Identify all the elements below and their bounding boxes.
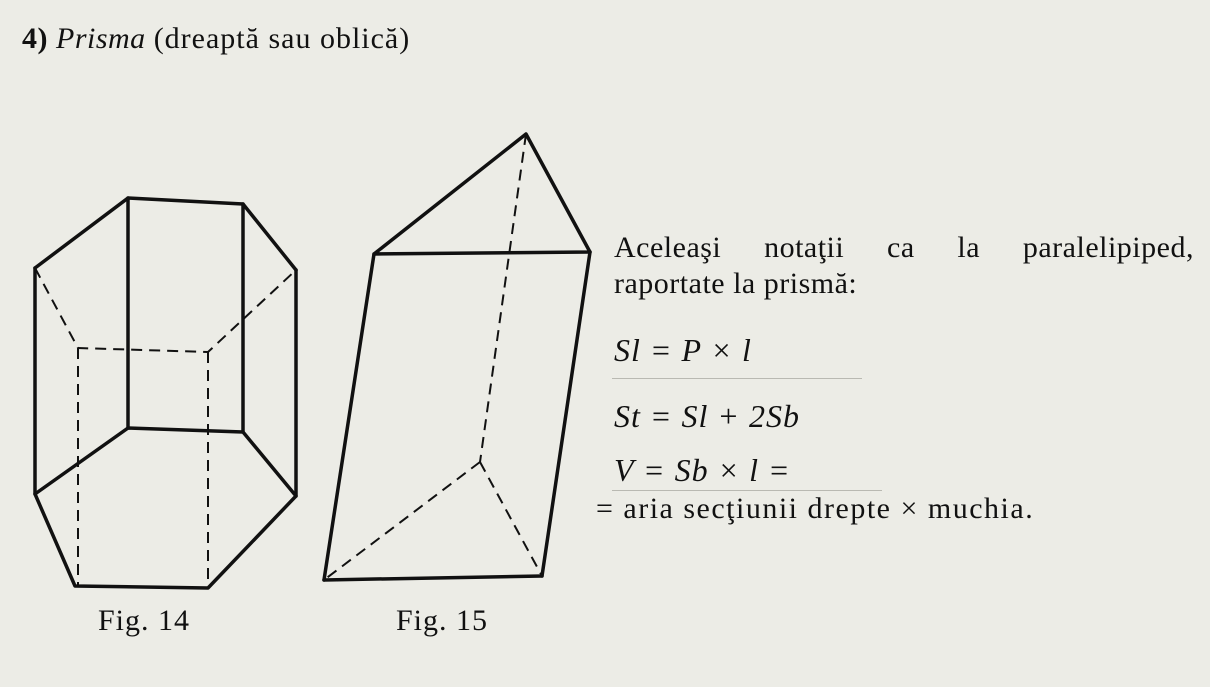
tri-edge-right — [542, 252, 590, 576]
explanation-text — [614, 230, 1194, 302]
section-number: 4) — [22, 22, 48, 55]
intro-line-1 — [614, 230, 1194, 266]
figure-15-caption: Fig. 15 — [396, 604, 489, 637]
formula-total-area: St = Sl + 2Sb — [614, 398, 800, 434]
hexagonal-prism-figure — [35, 198, 296, 588]
intro-word: ca — [887, 231, 915, 264]
intro-word: paralelipiped, — [1022, 231, 1194, 264]
separator-rule — [612, 378, 862, 379]
intro-line-2: raportate la prismă: — [614, 267, 858, 300]
tri-bottom-front-edge — [324, 576, 542, 580]
section-title: Prisma — [56, 22, 146, 55]
formula-lateral-area: Sl = P × l — [614, 332, 752, 368]
tri-hidden-bottom-left — [324, 462, 480, 580]
hex-bottom-face — [35, 428, 296, 588]
hex-top-hidden-edges — [35, 268, 296, 352]
formula-volume: V = Sb × l = — [614, 452, 791, 488]
tri-top-face — [374, 134, 590, 254]
tri-hidden-bottom-right — [480, 462, 542, 576]
tri-hidden-lateral-edge — [480, 134, 526, 462]
intro-word: la — [957, 231, 981, 264]
tri-edge-left — [324, 254, 374, 580]
formula-volume-continued: = aria secţiunii drepte × muchia. — [596, 492, 1035, 525]
intro-word: notaţii — [764, 231, 845, 264]
separator-rule — [612, 490, 882, 491]
section-subtitle: (dreaptă sau oblică) — [153, 22, 411, 55]
figure-14-caption: Fig. 14 — [98, 604, 191, 637]
hex-top-front-edges — [35, 198, 296, 270]
intro-word: Aceleaşi — [614, 231, 722, 264]
triangular-prism-figure — [324, 134, 590, 580]
